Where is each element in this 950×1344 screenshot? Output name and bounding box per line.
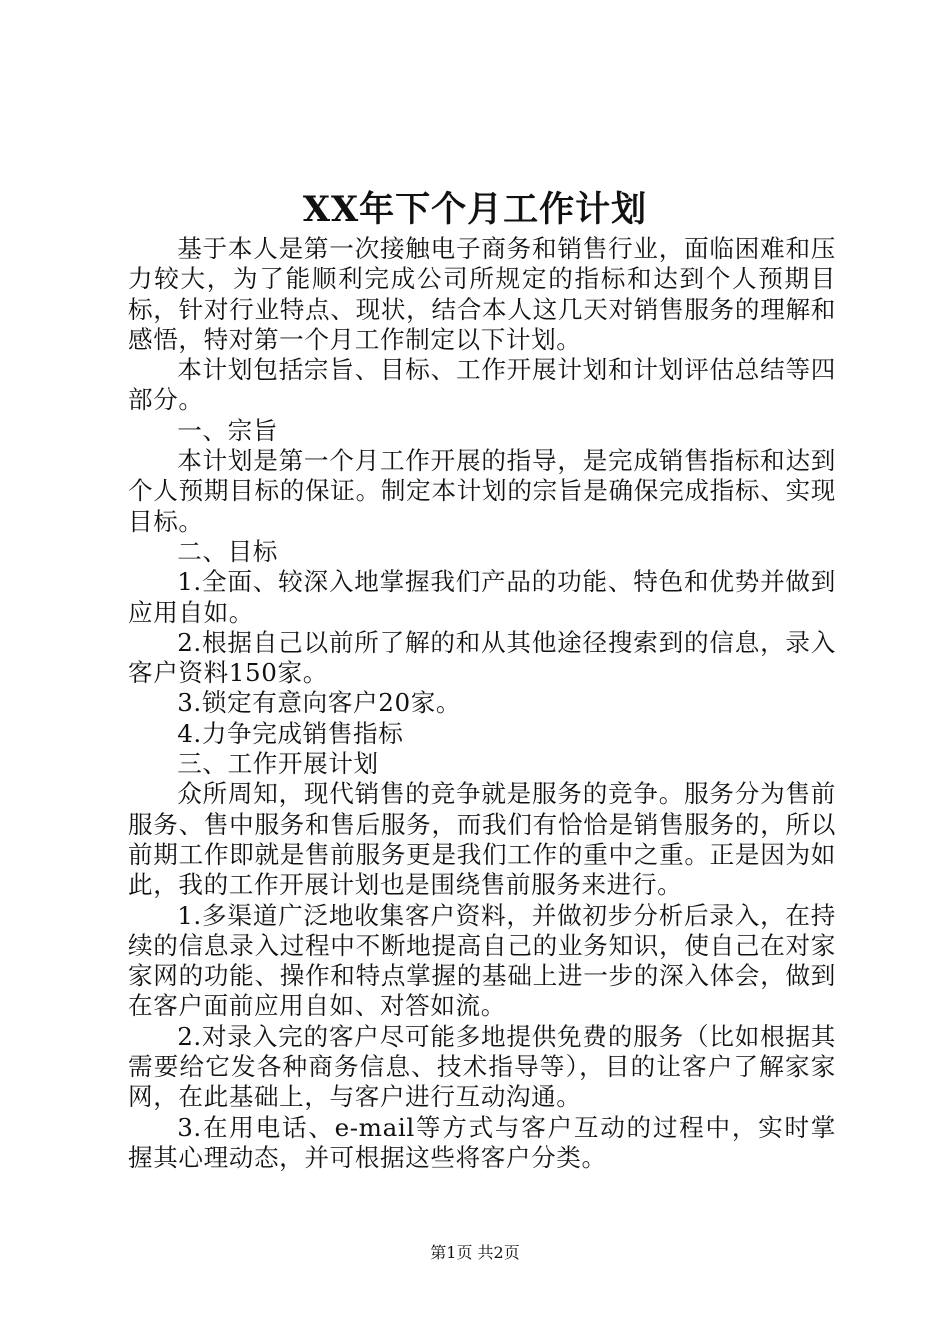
plan-item: 2.对录入完的客户尽可能多地提供免费的服务（比如根据其需要给它发各种商务信息、技术指导等），目的让客户了解家家网，在此基础上，与客户进行互动沟通。 [128, 1021, 836, 1112]
page-number-footer: 第1页 共2页 [430, 1243, 520, 1262]
section-heading-goals: 二、目标 [177, 536, 278, 566]
document-title: XX年下个月工作计划 [302, 189, 648, 230]
paragraph-plan-intro: 众所周知，现代销售的竞争就是服务的竞争。服务分为售前服务、售中服务和售后服务，而我们有恰恰是销售服务的，所以前期工作即就是售前服务更是我们工作的重中之重。正是因为如此，我的工作开展计划也是围绕售前服务来进行。 [128, 779, 836, 900]
section-heading-purpose: 一、宗旨 [177, 415, 278, 445]
goal-item: 4.力争完成销售指标 [177, 718, 404, 748]
paragraph-intro: 基于本人是第一次接触电子商务和销售行业，面临困难和压力较大，为了能顺利完成公司所规定的指标和达到个人预期目标，针对行业特点、现状，结合本人这几天对销售服务的理解和感悟，特对第一个月工作制定以下计划。 [128, 234, 836, 354]
plan-item: 3.在用电话、e-mail等方式与客户互动的过程中，实时掌握其心理动态，并可根据这些将客户分类。 [128, 1112, 836, 1172]
goal-item: 2.根据自己以前所了解的和从其他途径搜索到的信息，录入客户资料150家。 [128, 627, 836, 688]
goal-item: 1.全面、较深入地掌握我们产品的功能、特色和优势并做到应用自如。 [128, 567, 836, 627]
paragraph-purpose: 本计划是第一个月工作开展的指导，是完成销售指标和达到个人预期目标的保证。制定本计划的宗旨是确保完成指标、实现目标。 [128, 446, 836, 536]
plan-item: 1.多渠道广泛地收集客户资料，并做初步分析后录入，在持续的信息录入过程中不断地提高自己的业务知识，使自己在对家家网的功能、操作和特点掌握的基础上进一步的深入体会，做到在客户面前应用自如、对答如流。 [128, 900, 836, 1021]
paragraph-overview: 本计划包括宗旨、目标、工作开展计划和计划评估总结等四部分。 [128, 355, 836, 415]
document-body [128, 234, 836, 1173]
goal-item: 3.锁定有意向客户20家。 [177, 688, 462, 718]
section-heading-plan: 三、工作开展计划 [177, 749, 379, 779]
